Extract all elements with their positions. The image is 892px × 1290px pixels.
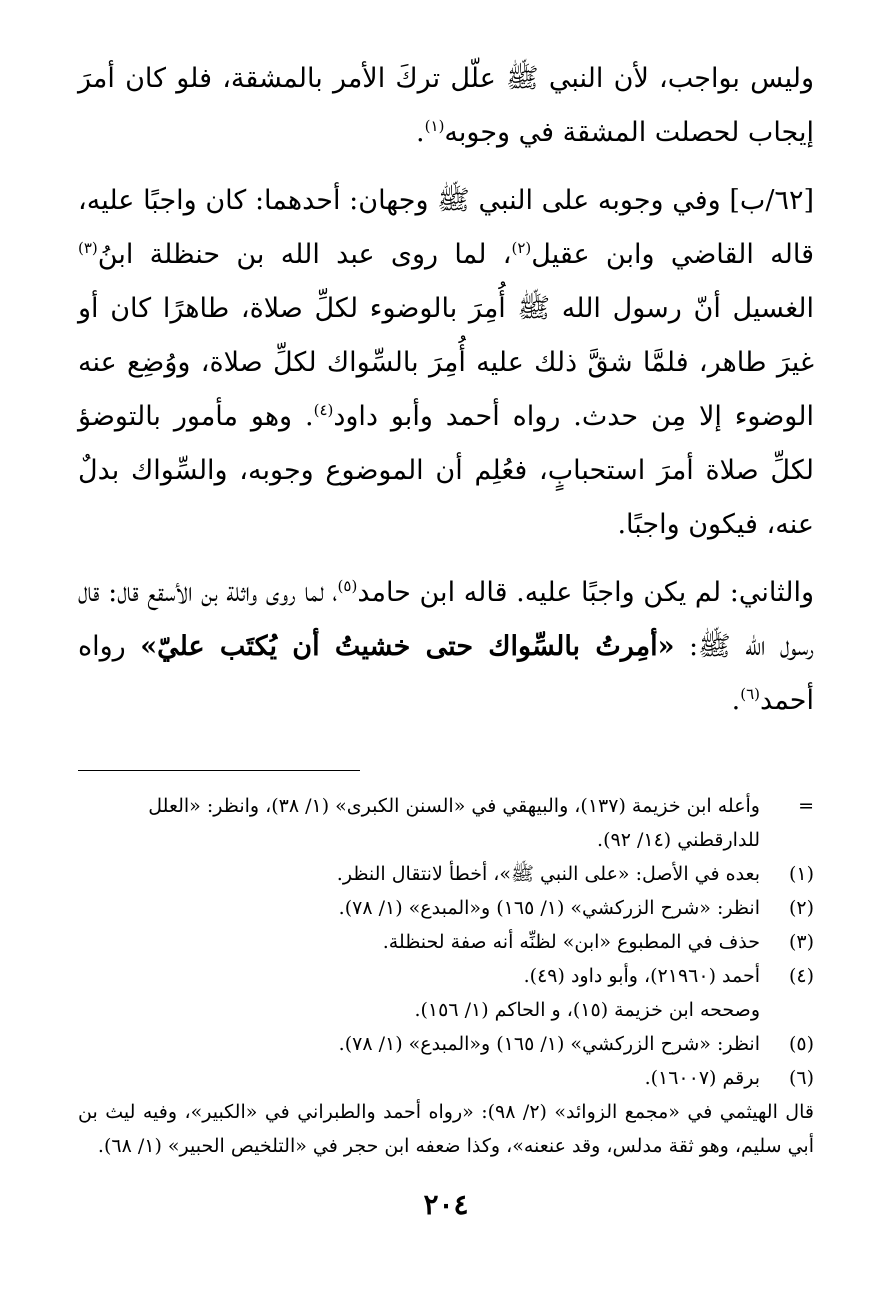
continuation-text-2: للدارقطني (١٤/ ٩٢).: [597, 829, 760, 851]
paragraph-3-text-c: رواه أحمد: [78, 631, 814, 716]
footnote-5-text: انظر: «شرح الزركشي» (١/ ١٦٥) و«المبدع» (١/ ٧٨).: [338, 1033, 760, 1055]
footnote-ref-1[interactable]: (١): [424, 117, 445, 135]
footnote-6-text: برقم (١٦٠٠٧).: [644, 1067, 760, 1089]
footnotes: [78, 789, 814, 1163]
paragraph-2-text-a: [٦٢/ب] وفي وجوبه على النبي ﷺ وجهان: أحدهما: كان واجبًا عليه، قاله القاضي وابن عقيل: [78, 185, 814, 270]
footnote-2-number: (٢): [788, 897, 814, 919]
continuation-text-1: وأعله ابن خزيمة (١٣٧)، والبيهقي في «السنن الكبرى» (١/ ٣٨)، وانظر: «العلل: [148, 795, 760, 817]
paragraph-2-text-d: . وهو مأمور بالتوضؤ لكلِّ صلاة أمرَ استحبابٍ، فعُلِم أن الموضوع وجوبه، والسِّواك بدلٌ عنه، فيكون واجبًا.: [78, 401, 814, 540]
footnote-3-text: حذف في المطبوع «ابن» لظنِّه أنه صفة لحنظلة.: [382, 931, 760, 953]
footnote-ref-5[interactable]: (٥): [337, 577, 358, 595]
footnote-ref-2[interactable]: (٢): [511, 239, 532, 257]
paragraph-2-text-b: ، لما روى عبد الله بن حنظلة ابنُ: [97, 239, 512, 270]
footnote-6: [78, 1061, 814, 1095]
footnote-1-number: (١): [788, 863, 814, 885]
footnote-6-continuation: قال الهيثمي في «مجمع الزوائد» (٢/ ٩٨): «رواه أحمد والطبراني في «الكبير»، وفيه ليث بن أبي سليم، وهو ثقة مدلس، وقد عنعنه»، وكذا ضعفه ابن حجر في «التلخيص الحبير» (١/ ٦٨).: [78, 1101, 814, 1157]
footnote-ref-6[interactable]: (٦): [740, 685, 761, 703]
footnote-2-text: انظر: «شرح الزركشي» (١/ ١٦٥) و«المبدع» (١/ ٧٨).: [338, 897, 760, 919]
footnote-4-text: أحمد (٢١٩٦٠)، وأبو داود (٤٩).: [523, 965, 760, 987]
footnote-separator: [78, 770, 360, 771]
footnote-ref-4[interactable]: (٤): [313, 401, 334, 419]
paragraph-2-text-c: الغسيل أنّ رسول الله ﷺ أُمِرَ بالوضوء لكلِّ صلاة، طاهرًا كان أو غيرَ طاهر، فلمَّا شقَّ ذلك عليه أُمِرَ بالسِّواك لكلِّ صلاة، ووُضِع عنه الوضوء إلا مِن حدث. رواه أحمد وأبو داود: [78, 293, 814, 432]
hadith-quote: «أمِرتُ بالسِّواك حتى خشيتُ أن يُكتَب عليّ»: [140, 631, 675, 662]
footnote-1: [78, 857, 814, 891]
main-text: [78, 52, 814, 728]
paragraph-3-text-b: ، لما روى واثلة بن الأسقع قال: قال رسول الله ﷺ:: [78, 577, 814, 662]
paragraph-1-text: وليس بواجب، لأن النبي ﷺ علّل تركَ الأمر بالمشقة، فلو كان أمرَ إيجاب لحصلت المشقة في وجوبه: [78, 63, 814, 148]
paragraph-3-text-a: والثاني: لم يكن واجبًا عليه. قاله ابن حامد: [357, 577, 814, 608]
footnote-4-number: (٤): [788, 965, 814, 987]
continuation-marker: =: [798, 795, 814, 817]
footnote-ref-3[interactable]: (٣): [78, 239, 98, 257]
footnote-5-number: (٥): [788, 1033, 814, 1055]
page-number: ٢٠٤: [423, 1188, 469, 1221]
footnote-5: [78, 1027, 814, 1061]
paragraph-2: [78, 174, 814, 552]
footnote-3: [78, 925, 814, 959]
footnote-continuation: [78, 789, 814, 823]
footnote-3-number: (٣): [788, 931, 814, 953]
paragraph-3-end: .: [731, 685, 741, 716]
footnote-4-continuation: وصححه ابن خزيمة (١٥)، و الحاكم (١/ ١٥٦).: [414, 999, 760, 1021]
paragraph-1-end: .: [416, 117, 425, 148]
footnote-2: [78, 891, 814, 925]
footnote-1-text: بعده في الأصل: «على النبي ﷺ»، أخطأ لانتقال النظر.: [336, 863, 760, 885]
footnote-6-number: (٦): [788, 1067, 814, 1089]
paragraph-1: [78, 52, 814, 160]
paragraph-3: [78, 566, 814, 728]
footnote-4: [78, 959, 814, 993]
